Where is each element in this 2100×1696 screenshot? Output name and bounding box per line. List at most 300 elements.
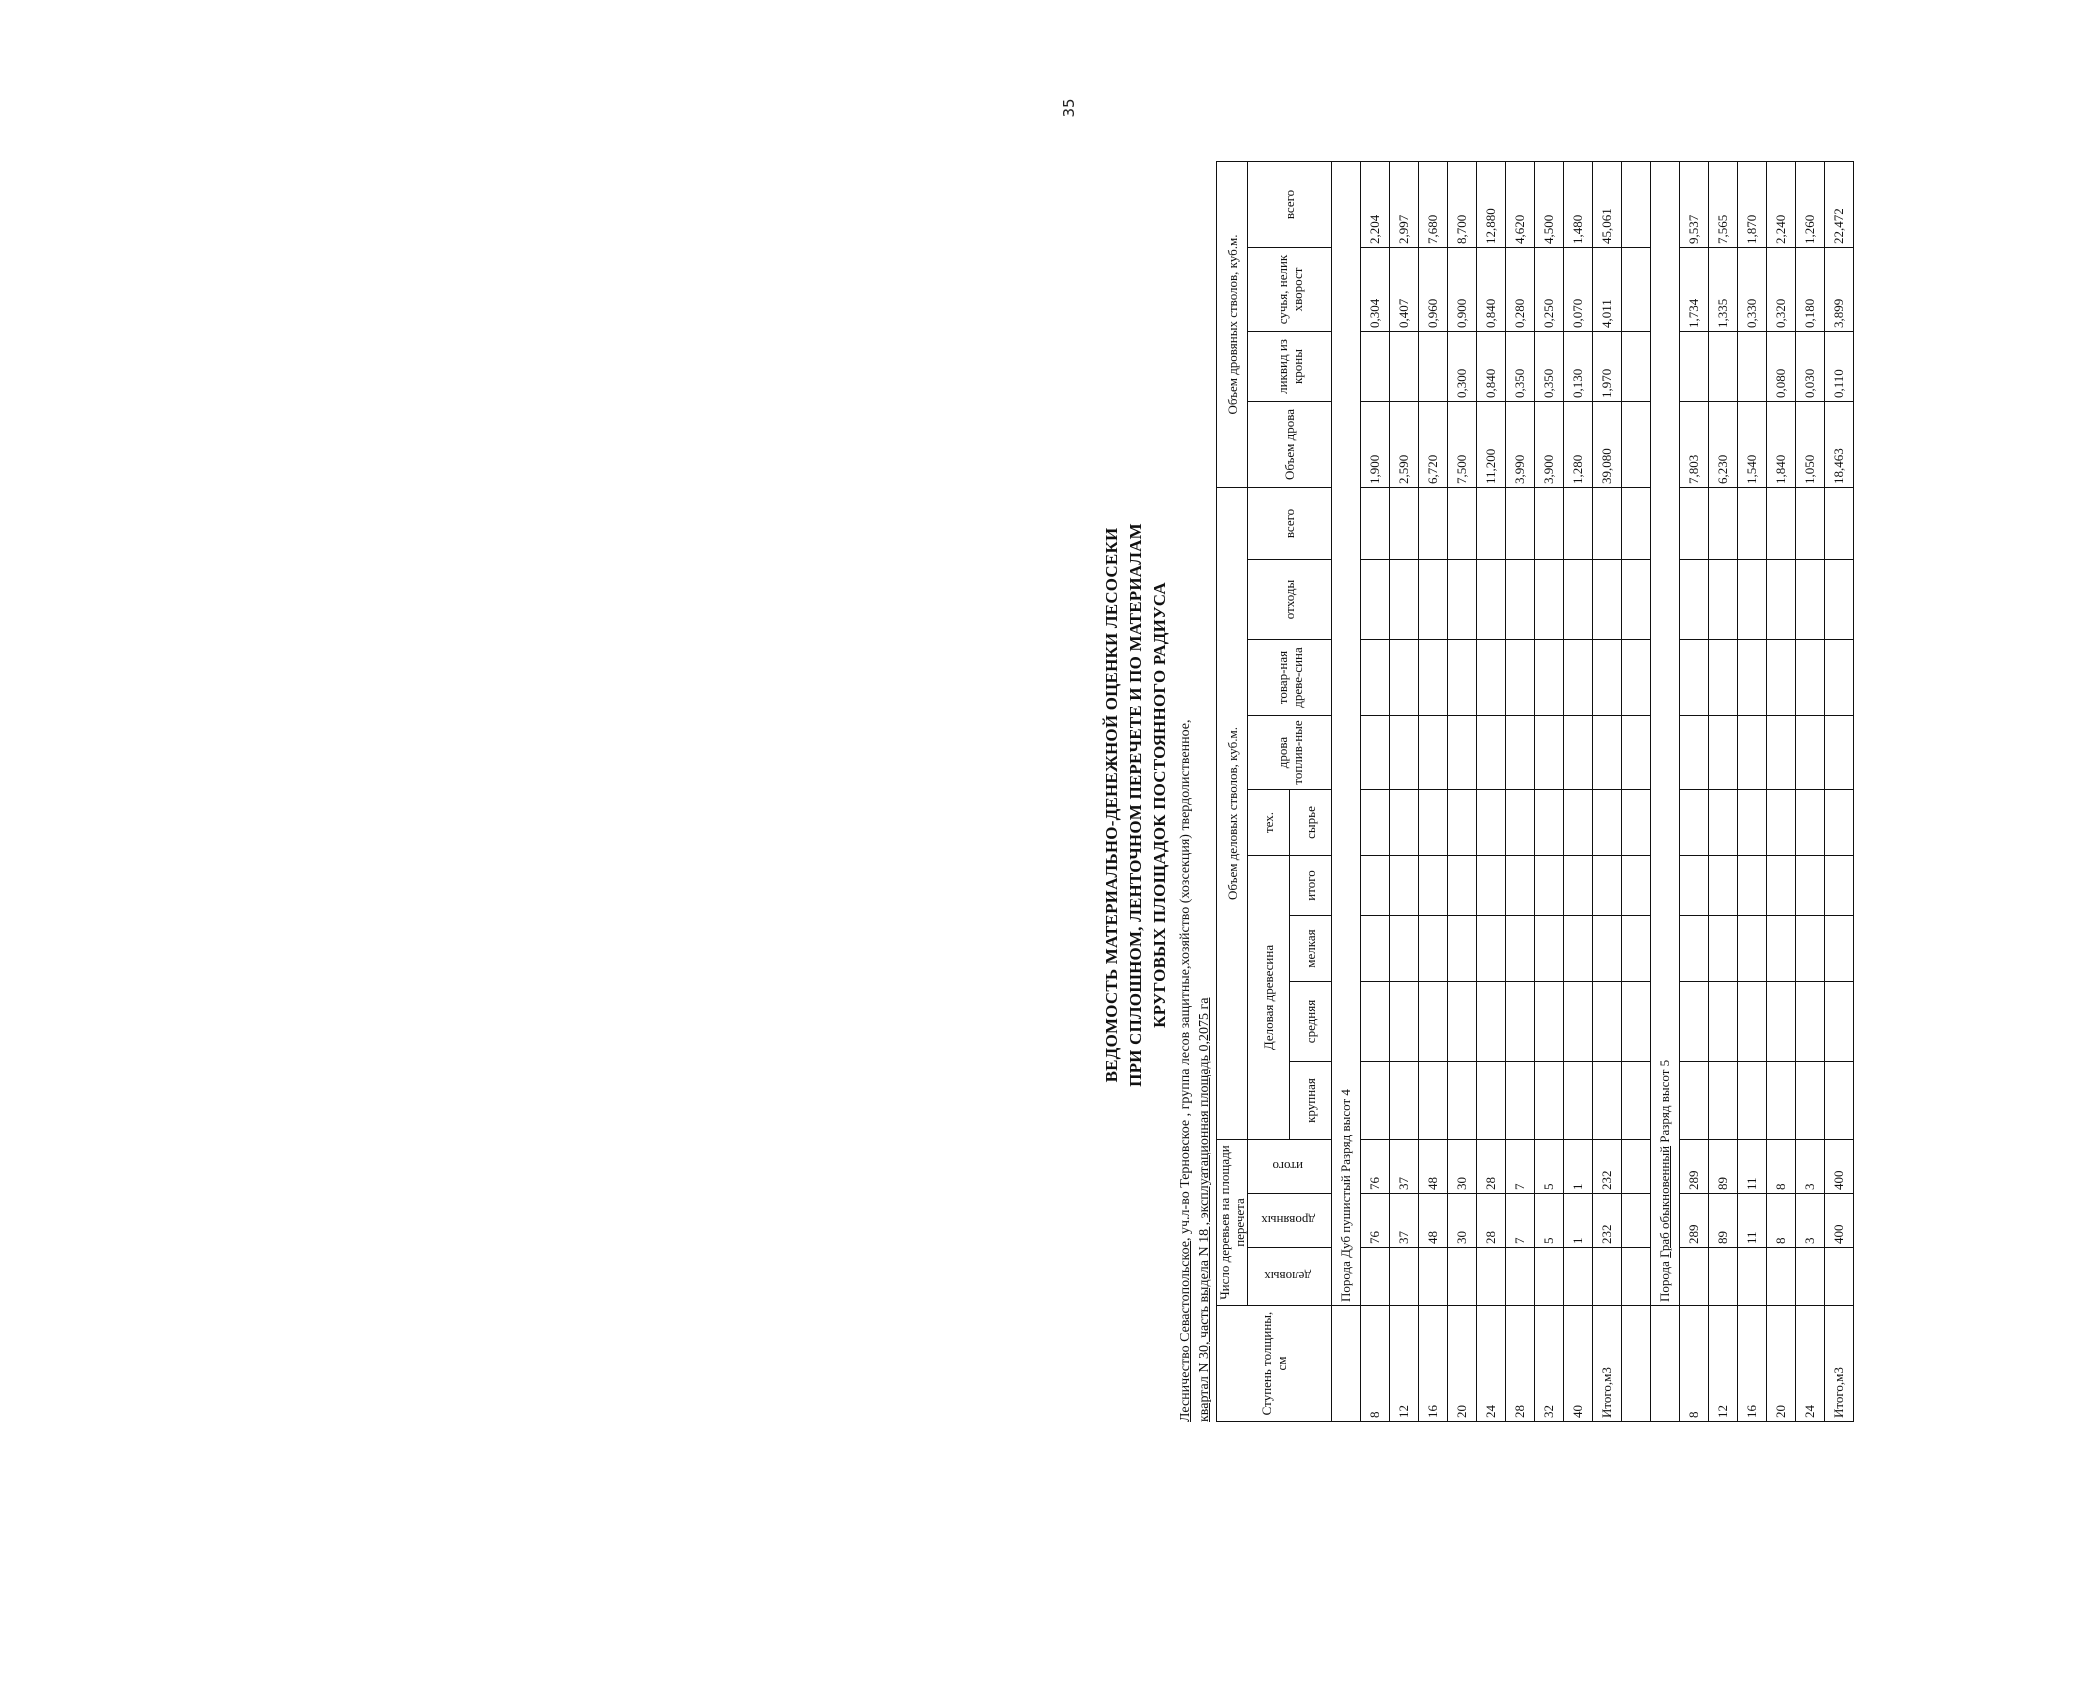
cell-empty [1390, 856, 1419, 916]
cell-dry: 0,407 [1390, 248, 1419, 332]
cell-empty [1593, 488, 1622, 560]
cell-empty [1680, 1062, 1709, 1140]
cell-empty [1477, 982, 1506, 1062]
document-meta [1176, 70, 1214, 1422]
cell-empty [1622, 716, 1651, 790]
cell-empty [1767, 560, 1796, 640]
quarter-info: квартал N 30, часть выдела N 18 , эксплуатационная площадь 0,2075 га [1197, 997, 1212, 1422]
cell-empty [1709, 982, 1738, 1062]
cell-empty [1709, 640, 1738, 716]
cell-liq: 0,840 [1477, 332, 1506, 402]
cell-empty [1477, 640, 1506, 716]
table-row [1419, 162, 1448, 1422]
header-tech: тех. [1248, 790, 1290, 856]
cell-empty [1738, 982, 1767, 1062]
cell-fuel: 8 [1767, 1194, 1796, 1248]
cell-fuel: 3 [1796, 1194, 1825, 1248]
header-medium: средняя [1290, 982, 1332, 1062]
cell-empty [1506, 790, 1535, 856]
cell-empty [1738, 916, 1767, 982]
cell-empty [1506, 488, 1535, 560]
header-liquid-crown: ликвид из кроны [1248, 332, 1332, 402]
cell-empty [1796, 790, 1825, 856]
table-row [1564, 162, 1593, 1422]
cell-empty [1535, 856, 1564, 916]
cell-empty [1709, 856, 1738, 916]
cell-empty [1419, 1062, 1448, 1140]
cell-empty [1564, 716, 1593, 790]
cell-empty [1564, 916, 1593, 982]
cell-empty [1593, 640, 1622, 716]
cell-step: 24 [1796, 1306, 1825, 1422]
cell-liq: 1,970 [1593, 332, 1622, 402]
cell-empty [1593, 982, 1622, 1062]
valuation-table [1216, 161, 1854, 1422]
cell-empty [1680, 982, 1709, 1062]
cell-all: 8,700 [1448, 162, 1477, 248]
cell-liq: 0,300 [1448, 332, 1477, 402]
cell-all: 2,997 [1390, 162, 1419, 248]
cell-biz [1564, 1248, 1593, 1306]
cell-dry: 0,250 [1535, 248, 1564, 332]
header-fuel: дровяных [1261, 1213, 1315, 1228]
section-rank: 4 [1338, 1089, 1353, 1096]
cell-empty [1593, 1062, 1622, 1140]
cell-empty [1738, 560, 1767, 640]
section-species: Дуб пушистый [1338, 1175, 1353, 1258]
header-subtotal: итого [1290, 856, 1332, 916]
cell-empty [1825, 560, 1854, 640]
cell-empty [1622, 402, 1651, 488]
cell-fuel: 5 [1535, 1194, 1564, 1248]
cell-tot: 1 [1564, 1140, 1593, 1194]
cell-dry: 0,320 [1767, 248, 1796, 332]
cell-biz [1593, 1248, 1622, 1306]
cell-empty [1825, 488, 1854, 560]
cell-empty [1564, 856, 1593, 916]
cell-empty [1419, 640, 1448, 716]
table-row [1680, 162, 1709, 1422]
cell-empty [1506, 982, 1535, 1062]
cell-empty [1680, 560, 1709, 640]
cell-vol: 1,050 [1796, 402, 1825, 488]
cell-empty [1738, 790, 1767, 856]
cell-empty [1622, 640, 1651, 716]
cell-empty [1680, 640, 1709, 716]
document-title [1100, 70, 1172, 1540]
cell-empty [1477, 560, 1506, 640]
cell-empty [1622, 488, 1651, 560]
cell-empty [1767, 488, 1796, 560]
cell-empty [1796, 640, 1825, 716]
cell-empty [1564, 790, 1593, 856]
header-raw: сырье [1290, 790, 1332, 856]
cell-liq: 0,080 [1767, 332, 1796, 402]
header-small: мелкая [1290, 916, 1332, 982]
cell-empty [1477, 790, 1506, 856]
cell-step: 20 [1767, 1306, 1796, 1422]
cell-empty [1506, 1062, 1535, 1140]
cell-empty [1477, 716, 1506, 790]
cell-empty [1506, 640, 1535, 716]
cell-empty [1390, 716, 1419, 790]
cell-empty [1825, 640, 1854, 716]
cell-empty [1622, 1140, 1651, 1194]
cell-empty [1825, 716, 1854, 790]
cell-empty [1796, 916, 1825, 982]
cell-tot: 3 [1796, 1140, 1825, 1194]
cell-biz [1419, 1248, 1448, 1306]
cell-empty [1767, 856, 1796, 916]
cell-empty [1709, 916, 1738, 982]
header-business: деловых [1264, 1269, 1312, 1284]
cell-empty [1738, 1062, 1767, 1140]
cell-empty [1535, 560, 1564, 640]
header-tree-count: Число деревьев на площади перечета [1217, 1140, 1248, 1306]
cell-empty [1767, 640, 1796, 716]
cell-empty [1419, 856, 1448, 916]
cell-fuel: 289 [1680, 1194, 1709, 1248]
cell-liq [1738, 332, 1767, 402]
table-row [1738, 162, 1767, 1422]
cell-vol: 1,540 [1738, 402, 1767, 488]
cell-empty [1477, 916, 1506, 982]
table-body [1332, 162, 1854, 1422]
table-row [1390, 162, 1419, 1422]
cell-empty [1390, 488, 1419, 560]
cell-empty [1564, 982, 1593, 1062]
cell-empty [1361, 916, 1390, 982]
cell-empty [1622, 856, 1651, 916]
section-header-row [1651, 162, 1680, 1422]
cell-empty [1361, 488, 1390, 560]
cell-empty [1535, 982, 1564, 1062]
section-spacer-cell [1332, 1306, 1361, 1422]
cell-empty [1564, 1062, 1593, 1140]
cell-all: 1,480 [1564, 162, 1593, 248]
section-rank-label: Разряд высот [1338, 1098, 1353, 1172]
cell-dry: 0,840 [1477, 248, 1506, 332]
cell-empty [1767, 1062, 1796, 1140]
cell-empty [1622, 1062, 1651, 1140]
cell-empty [1361, 640, 1390, 716]
cell-biz [1767, 1248, 1796, 1306]
cell-liq: 0,130 [1564, 332, 1593, 402]
cell-empty [1535, 790, 1564, 856]
cell-fuel: 89 [1709, 1194, 1738, 1248]
cell-empty [1680, 790, 1709, 856]
cell-empty [1361, 790, 1390, 856]
cell-step: 8 [1361, 1306, 1390, 1422]
cell-tot: 30 [1448, 1140, 1477, 1194]
cell-fuel: 76 [1361, 1194, 1390, 1248]
cell-fuel: 48 [1419, 1194, 1448, 1248]
cell-biz [1390, 1248, 1419, 1306]
cell-step: 40 [1564, 1306, 1593, 1422]
cell-empty [1419, 716, 1448, 790]
cell-fuel: 7 [1506, 1194, 1535, 1248]
table-row [1506, 162, 1535, 1422]
cell-dry: 3,899 [1825, 248, 1854, 332]
cell-empty [1593, 916, 1622, 982]
cell-fuel: 30 [1448, 1194, 1477, 1248]
title-line-3: КРУГОВЫХ ПЛОЩАДОК ПОСТОЯННОГО РАДИУСА [1150, 582, 1169, 1028]
cell-biz [1477, 1248, 1506, 1306]
cell-empty [1709, 1062, 1738, 1140]
cell-empty [1738, 856, 1767, 916]
cell-biz [1738, 1248, 1767, 1306]
cell-empty [1448, 1062, 1477, 1140]
cell-fuel: 1 [1564, 1194, 1593, 1248]
cell-empty [1390, 982, 1419, 1062]
cell-dry: 0,280 [1506, 248, 1535, 332]
forestry-name: Лесничество Севастопольское [1178, 1241, 1193, 1422]
cell-empty [1767, 982, 1796, 1062]
cell-all: 45,061 [1593, 162, 1622, 248]
cell-all: 7,565 [1709, 162, 1738, 248]
cell-empty [1767, 916, 1796, 982]
cell-empty [1622, 1248, 1651, 1306]
cell-empty [1825, 1062, 1854, 1140]
cell-empty [1419, 790, 1448, 856]
cell-all: 9,537 [1680, 162, 1709, 248]
cell-vol: 6,230 [1709, 402, 1738, 488]
cell-dry: 0,304 [1361, 248, 1390, 332]
section-rank: 5 [1657, 1059, 1672, 1067]
cell-dry: 0,900 [1448, 248, 1477, 332]
cell-fuel: 37 [1390, 1194, 1419, 1248]
table-row [1796, 162, 1825, 1422]
cell-empty [1448, 560, 1477, 640]
cell-vol: 18,463 [1825, 402, 1854, 488]
rotated-page [1100, 70, 2100, 1540]
cell-empty [1506, 716, 1535, 790]
cell-empty [1796, 488, 1825, 560]
table-row [1535, 162, 1564, 1422]
cell-biz [1709, 1248, 1738, 1306]
cell-tot: 5 [1535, 1140, 1564, 1194]
cell-vol: 2,590 [1390, 402, 1419, 488]
cell-biz [1796, 1248, 1825, 1306]
cell-empty [1535, 1062, 1564, 1140]
cell-vol: 6,720 [1419, 402, 1448, 488]
cell-empty [1506, 916, 1535, 982]
cell-empty [1738, 640, 1767, 716]
cell-vol: 1,900 [1361, 402, 1390, 488]
cell-empty [1477, 1062, 1506, 1140]
header-thickness: Ступень толщины, см [1217, 1306, 1332, 1422]
table-row [1709, 162, 1738, 1422]
cell-empty [1796, 716, 1825, 790]
header-all-2: всего [1248, 162, 1332, 248]
cell-dry: 1,734 [1680, 248, 1709, 332]
cell-empty [1709, 488, 1738, 560]
cell-vol: 7,500 [1448, 402, 1477, 488]
cell-dry: 0,960 [1419, 248, 1448, 332]
cell-all: 1,870 [1738, 162, 1767, 248]
cell-step: Итого,м3 [1593, 1306, 1622, 1422]
cell-empty [1680, 716, 1709, 790]
total-row [1825, 162, 1854, 1422]
cell-empty [1622, 560, 1651, 640]
cell-empty [1564, 640, 1593, 716]
cell-empty [1448, 640, 1477, 716]
cell-biz [1448, 1248, 1477, 1306]
header-firewood: Объем дрова [1248, 402, 1332, 488]
cell-empty [1709, 560, 1738, 640]
cell-step: 28 [1506, 1306, 1535, 1422]
cell-tot: 48 [1419, 1140, 1448, 1194]
cell-liq: 0,350 [1535, 332, 1564, 402]
cell-empty [1564, 488, 1593, 560]
cell-fuel: 232 [1593, 1194, 1622, 1248]
cell-all: 2,240 [1767, 162, 1796, 248]
cell-tot: 7 [1506, 1140, 1535, 1194]
cell-tot: 11 [1738, 1140, 1767, 1194]
cell-all: 12,880 [1477, 162, 1506, 248]
cell-step: 8 [1680, 1306, 1709, 1422]
cell-empty [1622, 162, 1651, 248]
cell-empty [1419, 916, 1448, 982]
cell-tot: 8 [1767, 1140, 1796, 1194]
cell-empty [1390, 916, 1419, 982]
cell-empty [1419, 488, 1448, 560]
title-line-1: ВЕДОМОСТЬ МАТЕРИАЛЬНО-ДЕНЕЖНОЙ ОЦЕНКИ ЛЕСОСЕКИ [1102, 527, 1121, 1083]
cell-empty [1448, 716, 1477, 790]
cell-all: 7,680 [1419, 162, 1448, 248]
cell-fuel: 11 [1738, 1194, 1767, 1248]
cell-empty [1477, 488, 1506, 560]
total-row [1593, 162, 1622, 1422]
cell-step: 16 [1419, 1306, 1448, 1422]
cell-empty [1767, 716, 1796, 790]
section-label [1332, 162, 1361, 1306]
header-firewood-volume: Объем дровяных стволов, куб.м. [1217, 162, 1248, 488]
cell-step: 24 [1477, 1306, 1506, 1422]
cell-biz [1506, 1248, 1535, 1306]
cell-all: 22,472 [1825, 162, 1854, 248]
cell-empty [1622, 790, 1651, 856]
cell-empty [1448, 488, 1477, 560]
cell-dry: 0,180 [1796, 248, 1825, 332]
cell-empty [1825, 982, 1854, 1062]
cell-empty [1709, 716, 1738, 790]
cell-empty [1361, 982, 1390, 1062]
cell-tot: 89 [1709, 1140, 1738, 1194]
section-label [1651, 162, 1680, 1306]
cell-biz [1680, 1248, 1709, 1306]
cell-fuel: 400 [1825, 1194, 1854, 1248]
cell-empty [1593, 856, 1622, 916]
cell-vol: 11,200 [1477, 402, 1506, 488]
cell-empty [1796, 982, 1825, 1062]
header-business-volume: Объем деловых стволов, куб.м. [1217, 488, 1248, 1140]
table-row [1767, 162, 1796, 1422]
cell-all: 4,500 [1535, 162, 1564, 248]
cell-empty [1796, 1062, 1825, 1140]
cell-empty [1419, 560, 1448, 640]
section-prefix: Порода [1338, 1261, 1353, 1302]
cell-empty [1622, 1194, 1651, 1248]
cell-biz [1825, 1248, 1854, 1306]
cell-empty [1709, 790, 1738, 856]
cell-tot: 28 [1477, 1140, 1506, 1194]
cell-empty [1506, 856, 1535, 916]
cell-tot: 37 [1390, 1140, 1419, 1194]
cell-step: 12 [1390, 1306, 1419, 1422]
cell-empty [1361, 1062, 1390, 1140]
header-fuel-wood: дрова топлив-ные [1248, 716, 1332, 790]
cell-empty [1535, 916, 1564, 982]
cell-empty [1390, 1062, 1419, 1140]
cell-empty [1506, 560, 1535, 640]
section-prefix: Порода [1657, 1261, 1672, 1302]
cell-biz [1361, 1248, 1390, 1306]
header-waste: отходы [1248, 560, 1332, 640]
cell-empty [1593, 790, 1622, 856]
header-all: всего [1248, 488, 1332, 560]
cell-empty [1796, 560, 1825, 640]
cell-empty [1738, 488, 1767, 560]
cell-empty [1622, 916, 1651, 982]
cell-empty [1535, 716, 1564, 790]
cell-vol: 3,900 [1535, 402, 1564, 488]
cell-empty [1825, 916, 1854, 982]
cell-all: 4,620 [1506, 162, 1535, 248]
section-spacer-cell [1651, 1306, 1680, 1422]
cell-empty [1361, 856, 1390, 916]
cell-all: 1,260 [1796, 162, 1825, 248]
cell-empty [1825, 790, 1854, 856]
cell-liq: 0,110 [1825, 332, 1854, 402]
cell-empty [1680, 916, 1709, 982]
cell-empty [1419, 982, 1448, 1062]
cell-empty [1593, 560, 1622, 640]
cell-empty [1535, 640, 1564, 716]
cell-tot: 232 [1593, 1140, 1622, 1194]
cell-dry: 0,070 [1564, 248, 1593, 332]
cell-empty [1448, 916, 1477, 982]
cell-empty [1622, 982, 1651, 1062]
cell-empty [1390, 790, 1419, 856]
cell-liq: 0,030 [1796, 332, 1825, 402]
cell-empty [1680, 488, 1709, 560]
title-line-2: ПРИ СПЛОШНОМ, ЛЕНТОЧНОМ ПЕРЕЧЕТЕ И ПО МАТЕРИАЛАМ [1126, 523, 1145, 1087]
cell-empty [1390, 560, 1419, 640]
cell-all: 2,204 [1361, 162, 1390, 248]
cell-dry: 4,011 [1593, 248, 1622, 332]
cell-liq [1361, 332, 1390, 402]
cell-vol: 3,990 [1506, 402, 1535, 488]
cell-step: 12 [1709, 1306, 1738, 1422]
header-commercial: товар-ная древе-сина [1248, 640, 1332, 716]
table-row [1361, 162, 1390, 1422]
cell-liq [1709, 332, 1738, 402]
cell-tot: 289 [1680, 1140, 1709, 1194]
table-row [1477, 162, 1506, 1422]
cell-empty [1622, 332, 1651, 402]
cell-step: Итого,м3 [1825, 1306, 1854, 1422]
cell-empty [1622, 248, 1651, 332]
cell-fuel: 28 [1477, 1194, 1506, 1248]
cell-empty [1825, 856, 1854, 916]
cell-dry: 1,335 [1709, 248, 1738, 332]
cell-empty [1796, 856, 1825, 916]
cell-empty [1448, 790, 1477, 856]
cell-vol: 39,080 [1593, 402, 1622, 488]
cell-vol: 7,803 [1680, 402, 1709, 488]
header-large: крупная [1290, 1062, 1332, 1140]
